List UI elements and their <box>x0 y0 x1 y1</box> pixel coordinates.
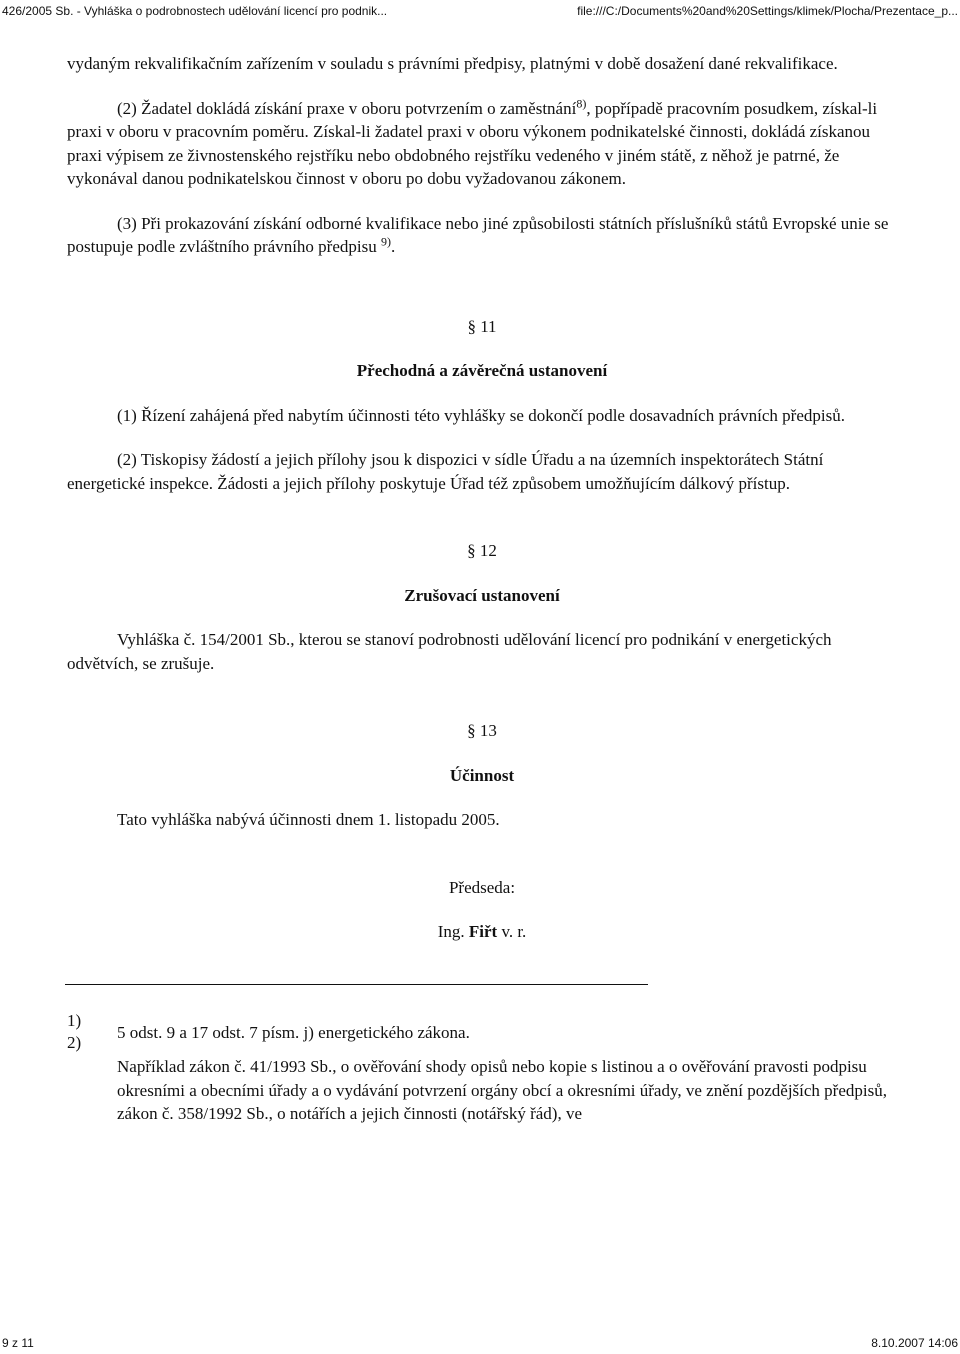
signature-name: Fiřt <box>468 922 498 941</box>
footnote-ref-8[interactable]: 8) <box>576 95 587 110</box>
footnote-2 <box>67 1031 897 1126</box>
section-11-paragraph-1: (1) Řízení zahájená před nabytím účinnosti této vyhlášky se dokončí podle dosavadních právních předpisů. <box>117 405 845 425</box>
signature-prefix: Ing. <box>437 922 465 941</box>
section-12-number: § 12 <box>467 541 497 560</box>
footnote-1-text: 5 odst. 9 a 17 odst. 7 písm. j) energetického zákona. <box>117 1022 470 1042</box>
footnote-ref-9[interactable]: 9) <box>380 234 391 249</box>
page-footer-datetime: 8.10.2007 14:06 <box>871 1336 958 1350</box>
footnote-2-text: Například zákon č. 41/1993 Sb., o ověřování shody opisů nebo kopie s listinou a o ověřování pravosti podpisu okresními a obecními úřady a o vydávání potvrzení orgány obcí a okresními úřady, ve znění pozdějších předpisů, zákon č. 358/1992 Sb., o notářích a jejich činnosti (notářský řád), ve <box>117 1057 887 1123</box>
footnotes <box>67 1009 897 1126</box>
section-12-title: Zrušovací ustanovení <box>404 585 560 605</box>
section-11-paragraph-2: (2) Tiskopisy žádostí a jejich přílohy jsou k dispozici v sídle Úřadu a na územních inspektorátech Státní energetické inspekce. Žádosti a jejich přílohy poskytuje Úřad též způsobem umožňujícím dálkový přístup. <box>67 450 824 493</box>
footnote-1-number[interactable]: 1) <box>67 1010 82 1030</box>
section-11-title: Přechodná a závěrečná ustanovení <box>356 361 608 380</box>
section-12-paragraph-1: Vyhláška č. 154/2001 Sb., kterou se stanoví podrobnosti udělování licencí pro podnikání v energetických odvětvích, se zrušuje. <box>67 630 832 673</box>
signature-suffix: v. r. <box>501 922 527 941</box>
page-footer-page-number: 9 z 11 <box>2 1336 34 1350</box>
page-header-url: file:///C:/Documents%20and%20Settings/klimek/Plocha/Prezentace_p... <box>577 4 958 18</box>
footnote-separator <box>65 984 648 985</box>
paragraph-2-text-b: , popřípadě pracovním posudkem, získal-li praxi v oboru v pracovním poměru. Získal-li žadatel praxi v oboru výkonem podnikatelské činnosti, dokládá získanou praxi výpisem ze živnostenského rejstříku nebo obdobného rejstříku vedeného v jiném státě, z něhož je patrné, že vykonával danou podnikatelskou činnost v oboru po dobu vyžadovanou zákonem. <box>67 98 878 188</box>
section-13-paragraph-1: Tato vyhláška nabývá účinnosti dnem 1. listopadu 2005. <box>117 810 500 829</box>
section-13-number: § 13 <box>467 721 497 740</box>
signature-role: Předseda: <box>448 877 516 897</box>
paragraph-2 <box>67 97 897 191</box>
page-header-title: 426/2005 Sb. - Vyhláška o podrobnostech udělování licencí pro podnik... <box>2 4 388 18</box>
section-11-number: § 11 <box>467 316 497 336</box>
paragraph-2-text-a: (2) Žadatel dokládá získání praxe v oboru potvrzením o zaměstnání <box>117 98 577 118</box>
paragraph-3 <box>67 212 897 259</box>
paragraph-3-text-a: (3) Při prokazování získání odborné kvalifikace nebo jiné způsobilosti státních příslušníků států Evropské unie se postupuje podle zvláštního právního předpisu <box>67 213 889 256</box>
footnote-2-number[interactable]: 2) <box>67 1033 82 1052</box>
paragraph-3-text-b: . <box>390 237 396 256</box>
paragraph-intro: vydaným rekvalifikačním zařízením v souladu s právními předpisy, platnými v době dosažení dané rekvalifikace. <box>67 54 838 73</box>
section-13-title: Účinnost <box>449 765 515 785</box>
document-body <box>67 52 897 1126</box>
signature-line <box>67 920 897 944</box>
